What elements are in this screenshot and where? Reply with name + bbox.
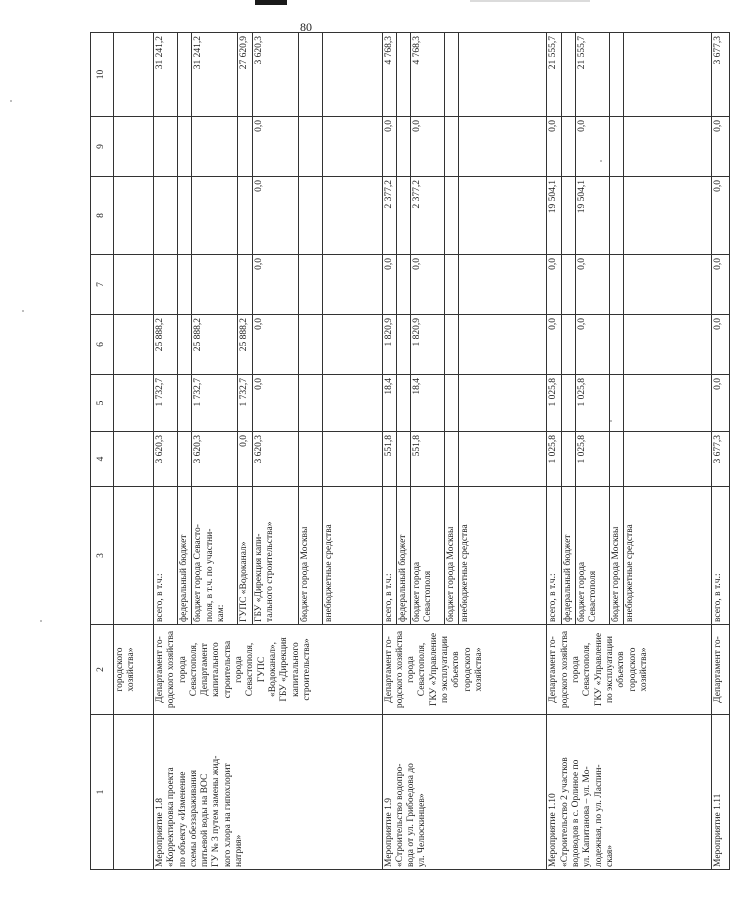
value-cell [396,432,410,487]
value-cell [610,375,624,432]
executor-cell [712,625,730,715]
value-cell [238,177,252,255]
value-cell [396,177,410,255]
value-cell: 1 820,9 [382,315,396,375]
text-line: лодежная, по ул. Ласпин- [593,764,604,867]
text-line: бюджет города Севасто- [193,524,204,622]
text-line: по эксплуатации [440,635,451,704]
value-cell: 3 620,3 [252,33,298,117]
value-cell: 0,0 [252,255,298,315]
value-cell: 1 025,8 [547,432,561,487]
column-header-3: 3 [91,487,114,625]
value-cell [610,177,624,255]
header-row [91,33,114,870]
executor-cell [382,625,547,715]
text-line: поля, в т.ч. по участни- [204,528,215,622]
value-cell [238,117,252,177]
value-cell [561,315,575,375]
value-cell: 0,0 [252,117,298,177]
value-cell [445,117,459,177]
value-cell [178,315,192,375]
text-line: Севастополя, [245,642,256,697]
source-cell [192,487,238,625]
value-cell: 21 555,7 [547,33,561,117]
value-cell: 1 025,8 [576,432,610,487]
value-cell [459,375,547,432]
value-cell: 1 732,7 [238,375,252,432]
column-header-10: 10 [91,33,114,117]
value-cell: 25 888,2 [192,315,238,375]
value-cell [114,255,154,315]
value-cell [322,432,382,487]
text-line: Мероприятие 1.9 [383,797,394,867]
scan-dust [10,100,12,102]
value-cell: 0,0 [576,315,610,375]
value-cell [610,255,624,315]
value-cell [459,432,547,487]
value-cell [610,315,624,375]
text-line: по объекту «Изменение [177,771,188,867]
value-cell [624,117,712,177]
text-line: городского [462,647,473,692]
value-cell: 19 504,1 [547,177,561,255]
source-cell [178,487,192,625]
text-line: Севастополя, [582,642,593,697]
text-line: бюджет города [577,561,588,622]
text-line: капитального [290,642,301,697]
value-cell [298,315,322,375]
table-row [114,33,154,870]
value-cell [322,315,382,375]
text-line: ГУ № 3 путем замены жид- [211,755,222,867]
value-cell [624,375,712,432]
column-header-2: 2 [91,625,114,715]
executor-cell [154,625,383,715]
text-line: кого хлора на гипохлорит [222,763,233,867]
source-cell [459,487,547,625]
value-cell [396,33,410,117]
value-cell [114,375,154,432]
text-line: города [177,656,188,683]
text-line: ГБУ «Дирекция [279,637,290,702]
text-line: всего, в т.ч.: [383,573,394,622]
source-cell [610,487,624,625]
value-cell [561,117,575,177]
table-body [114,33,730,870]
value-cell: 0,0 [411,117,445,177]
executor-cell [547,625,712,715]
value-cell: 551,8 [382,432,396,487]
value-cell: 0,0 [252,375,298,432]
text-line: внебюджетные средства [460,524,471,622]
column-header-9: 9 [91,117,114,177]
value-cell [154,177,178,255]
text-line: Мероприятие 1.11 [713,793,724,867]
source-cell [114,487,154,625]
text-line: натрия» [234,834,245,867]
text-line: родского хозяйства [394,630,405,709]
text-line: Департамент го- [548,636,559,703]
source-cell [154,487,178,625]
text-line: Севастополя [588,570,599,622]
value-cell [445,375,459,432]
value-cell [178,33,192,117]
text-line: объектов [451,651,462,688]
column-header-8: 8 [91,177,114,255]
text-line: бюджет города Москвы [446,526,457,622]
value-cell [322,177,382,255]
column-header-6: 6 [91,315,114,375]
value-cell [178,432,192,487]
value-cell: 551,8 [411,432,445,487]
value-cell [396,255,410,315]
value-cell [298,177,322,255]
text-line: городского [627,647,638,692]
value-cell [561,375,575,432]
source-cell [576,487,610,625]
text-line: города [571,656,582,683]
value-cell [322,375,382,432]
value-cell: 1 820,9 [411,315,445,375]
text-line: Мероприятие 1.10 [548,793,559,867]
text-line: ГБУ «Дирекция капи- [253,533,264,622]
value-cell: 18,4 [382,375,396,432]
value-cell [610,117,624,177]
scan-dust [22,310,24,312]
column-header-1: 1 [91,715,114,870]
text-line: родского хозяйства [559,630,570,709]
source-cell [322,487,382,625]
text-line: всего, в т.ч.: [548,573,559,622]
text-line: бюджет города Москвы [611,526,622,622]
funding-table [90,32,730,870]
value-cell [459,33,547,117]
value-cell [238,255,252,315]
text-line: Мероприятие 1.8 [155,797,165,867]
text-line: Департамент [200,643,211,696]
text-line: «Корректировка проекта [166,767,177,867]
value-cell [396,315,410,375]
text-line: городского [115,647,125,692]
event-cell [712,715,730,870]
value-cell [298,375,322,432]
value-cell: 0,0 [576,117,610,177]
text-line: Департамент го- [155,636,165,703]
value-cell [561,33,575,117]
value-cell [445,255,459,315]
column-header-7: 7 [91,255,114,315]
value-cell [114,432,154,487]
value-cell: 0,0 [712,177,730,255]
source-cell [445,487,459,625]
text-line: Департамент го- [713,636,724,703]
text-line: города [406,656,417,683]
value-cell: 31 241,2 [154,33,178,117]
text-line: тального строительства» [264,521,275,622]
source-cell [561,487,575,625]
value-cell [192,177,238,255]
value-cell: 0,0 [252,315,298,375]
value-cell [298,33,322,117]
text-line: ГКУ «Управление [593,632,604,707]
value-cell: 3 620,3 [154,432,178,487]
text-line: «Строительство водопро- [394,763,405,867]
source-cell [238,487,252,625]
column-header-5: 5 [91,375,114,432]
value-cell: 0,0 [547,315,561,375]
table-row [382,33,396,870]
event-cell [547,715,712,870]
text-line: всего, в т.ч.: [155,573,165,622]
text-line: хозяйства» [638,647,649,692]
text-line: хозяйства» [473,647,484,692]
value-cell: 19 504,1 [576,177,610,255]
value-cell: 3 677,3 [712,33,730,117]
value-cell [459,255,547,315]
text-line: родского хозяйства [166,630,177,709]
value-cell [298,432,322,487]
scan-artifact-bar [255,0,287,5]
value-cell [610,432,624,487]
value-cell: 0,0 [712,315,730,375]
text-line: капитального [211,642,222,697]
value-cell: 2 377,2 [382,177,396,255]
value-cell [114,33,154,117]
value-cell [445,432,459,487]
rotated-table-container [90,33,724,870]
text-line: объектов [616,651,627,688]
value-cell [561,177,575,255]
value-cell: 1 732,7 [192,375,238,432]
text-line: строительства [222,640,233,699]
value-cell [114,177,154,255]
value-cell: 3 677,3 [712,432,730,487]
table-row [154,33,178,870]
text-line: «Водоканал», [267,641,278,698]
scan-dust [40,620,42,622]
table-row [547,33,561,870]
value-cell [178,375,192,432]
source-cell [547,487,561,625]
value-cell: 0,0 [382,117,396,177]
executor-cell [114,625,154,715]
value-cell [561,432,575,487]
event-cell [382,715,547,870]
value-cell: 4 768,3 [382,33,396,117]
text-line: Севастополя, [188,642,199,697]
text-line: по эксплуатации [604,635,615,704]
value-cell [114,117,154,177]
value-cell [396,117,410,177]
value-cell: 2 377,2 [411,177,445,255]
source-cell [252,487,298,625]
text-line: Севастополя [423,570,434,622]
source-cell [396,487,410,625]
value-cell [322,255,382,315]
source-cell [411,487,445,625]
value-cell [322,117,382,177]
text-line: вода от ул. Грибоедова до [406,763,417,867]
value-cell [624,432,712,487]
value-cell: 4 768,3 [411,33,445,117]
text-line: федеральный бюджет [397,534,408,622]
text-line: внебюджетные средства [323,524,334,622]
scan-artifact-line [470,0,590,2]
value-cell: 18,4 [411,375,445,432]
text-line: «Строительство 2 участков [559,757,570,867]
value-cell [459,315,547,375]
value-cell: 21 555,7 [576,33,610,117]
value-cell: 0,0 [252,177,298,255]
text-line: ГКУ «Управление [428,632,439,707]
source-cell [712,487,730,625]
value-cell: 3 620,3 [252,432,298,487]
event-cell [154,715,383,870]
value-cell: 0,0 [411,255,445,315]
text-line: бюджет города [412,561,423,622]
text-line: бюджет города Москвы [299,526,310,622]
value-cell: 0,0 [712,117,730,177]
value-cell [192,117,238,177]
text-line: водоводов в с. Орлиное по [571,759,582,867]
page-number: 80 [300,20,312,34]
text-line: ул. Капитанова – ул. Мо- [582,766,593,867]
value-cell: 3 620,3 [192,432,238,487]
value-cell [298,117,322,177]
value-cell [561,255,575,315]
text-line: ская» [604,844,615,867]
value-cell: 0,0 [712,375,730,432]
value-cell [459,117,547,177]
value-cell: 25 888,2 [238,315,252,375]
value-cell [298,255,322,315]
value-cell: 0,0 [382,255,396,315]
value-cell [178,177,192,255]
text-line: кам: [215,604,226,622]
value-cell: 0,0 [547,255,561,315]
column-header-4: 4 [91,432,114,487]
value-cell: 1 025,8 [547,375,561,432]
value-cell [396,375,410,432]
text-line: Департамент го- [383,636,394,703]
value-cell [178,117,192,177]
value-cell [459,177,547,255]
text-line: города [234,656,245,683]
text-line: ГУПС «Водоканал» [239,541,250,622]
value-cell [610,33,624,117]
value-cell [445,177,459,255]
value-cell [154,255,178,315]
value-cell: 0,0 [238,432,252,487]
text-line: схемы обеззараживания [188,770,199,867]
text-line: питьевой воды на ВОС [200,773,211,867]
value-cell [322,33,382,117]
source-cell [298,487,322,625]
value-cell: 1 732,7 [154,375,178,432]
value-cell: 27 620,9 [238,33,252,117]
text-line: хозяйства» [126,647,137,692]
value-cell [624,315,712,375]
table-row [712,33,730,870]
text-line: федеральный бюджет [562,534,573,622]
text-line: строительства» [301,638,312,701]
value-cell [445,33,459,117]
text-line: ул. Челюскинцев» [417,793,428,867]
text-line: федеральный бюджет [179,534,189,622]
value-cell [154,117,178,177]
event-cell [114,715,154,870]
value-cell [192,255,238,315]
value-cell [624,255,712,315]
value-cell: 25 888,2 [154,315,178,375]
value-cell [114,315,154,375]
value-cell: 31 241,2 [192,33,238,117]
value-cell: 1 025,8 [576,375,610,432]
value-cell [624,177,712,255]
value-cell [178,255,192,315]
value-cell: 0,0 [547,117,561,177]
value-cell [445,315,459,375]
value-cell [624,33,712,117]
source-cell [382,487,396,625]
text-line: ГУПС [256,656,267,683]
text-line: Севастополя, [417,642,428,697]
text-line: внебюджетные средства [625,524,636,622]
source-cell [624,487,712,625]
text-line: всего, в т.ч.: [713,573,724,622]
value-cell: 0,0 [576,255,610,315]
value-cell: 0,0 [712,255,730,315]
